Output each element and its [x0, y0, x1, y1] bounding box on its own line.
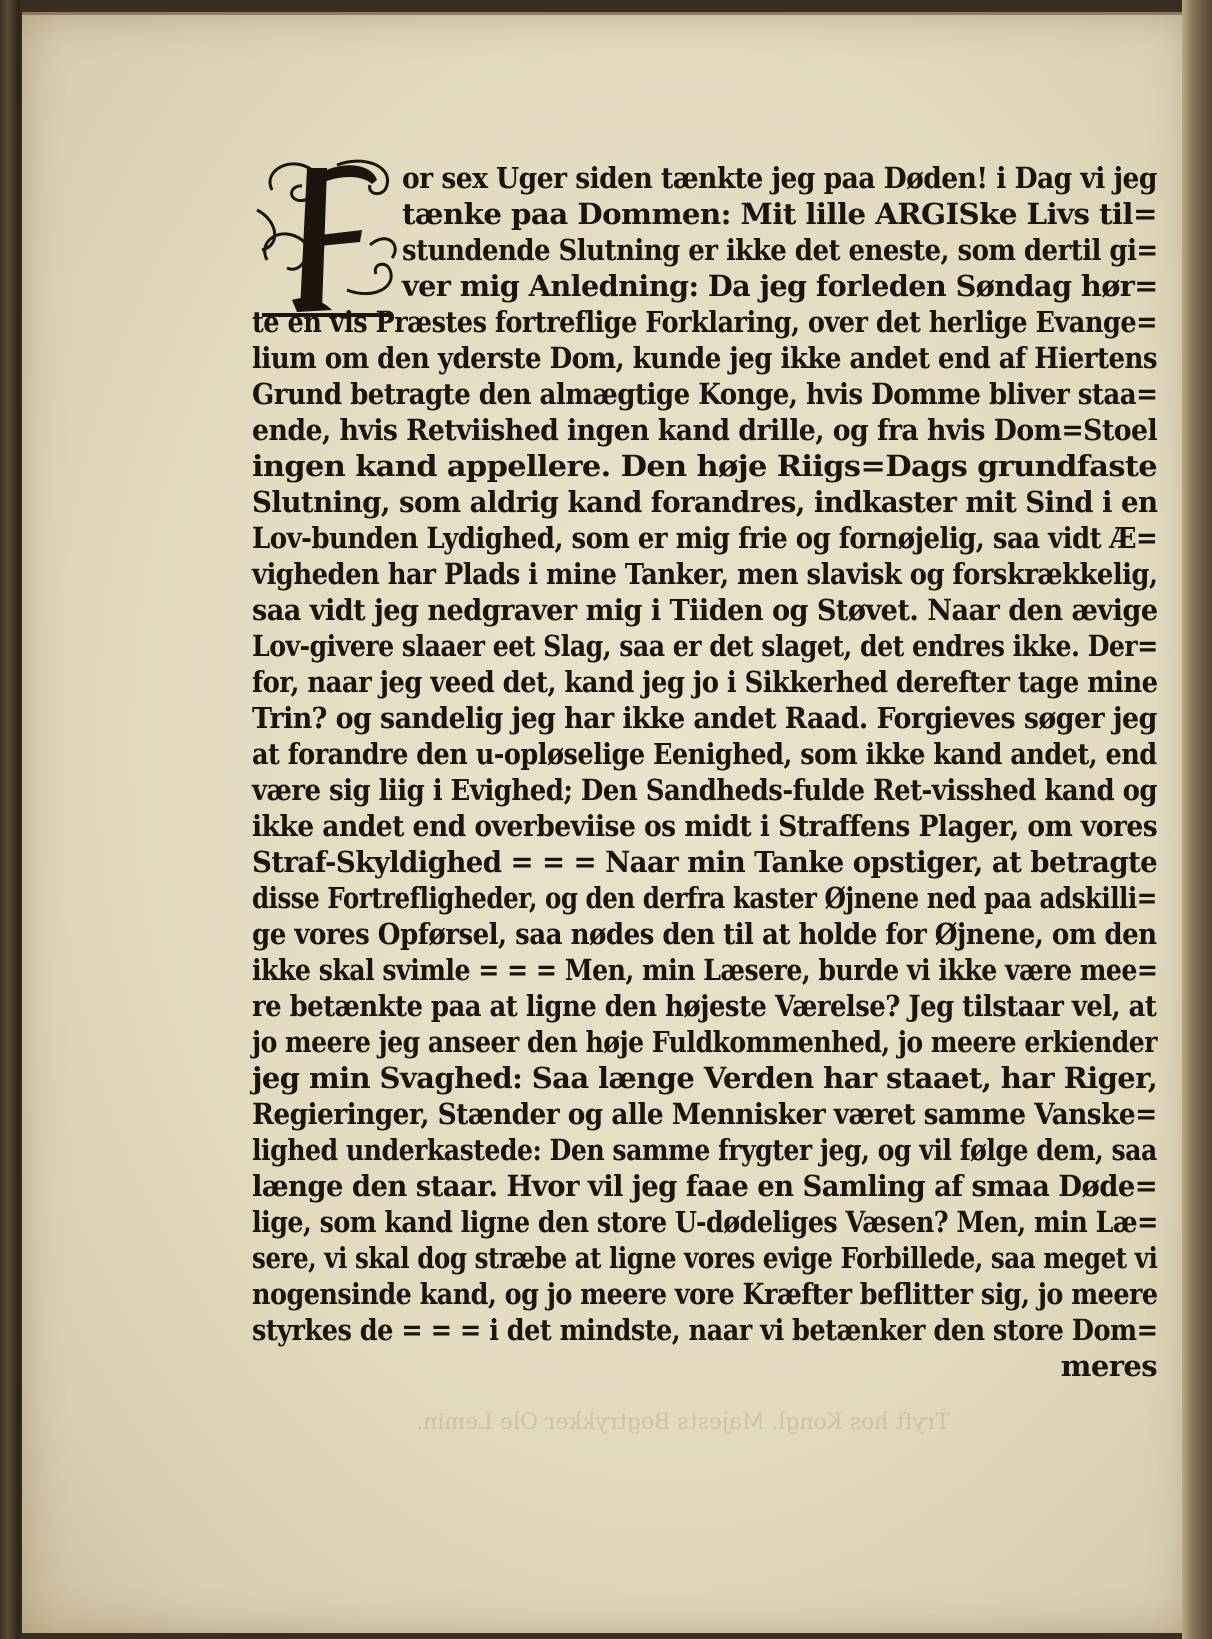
- ornamental-initial-icon: [252, 150, 402, 325]
- text-line-25: jo meere jeg anseer den høje Fuldkommenhed, jo meere erkiender: [252, 1025, 1158, 1059]
- text-line-9: ingen kand appellere. Den høje Riigs=Dags grundfaste: [252, 449, 1157, 483]
- text-line-2: tænke paa Dommen: Mit lille ARGISke Livs til=: [402, 197, 1157, 231]
- text-line-16: Trin? og sandelig jeg har ikke andet Raad. Forgieves søger jeg: [252, 701, 1157, 735]
- catchword: meres: [1060, 1349, 1157, 1383]
- text-line-11: Lov-bunden Lydighed, som er mig frie og fornøjelig, saa vidt Æ=: [252, 521, 1158, 555]
- text-line-18: være sig liig i Evighed; Den Sandheds-fulde Ret-visshed kand og: [252, 773, 1158, 807]
- text-line-6: lium om den yderste Dom, kunde jeg ikke andet end af Hiertens: [252, 341, 1158, 375]
- text-line-23: ikke skal svimle = = = Men, min Læsere, burde vi ikke være mee=: [252, 953, 1158, 987]
- text-line-20: Straf-Skyldighed = = = Naar min Tanke opstiger, at betragte: [252, 845, 1158, 879]
- text-line-1: or sex Uger siden tænkte jeg paa Døden! i Dag vi jeg: [402, 161, 1157, 195]
- text-line-28: lighed underkastede: Den samme frygter jeg, og vil følge dem, saa: [252, 1133, 1157, 1167]
- text-block: [252, 150, 1157, 1450]
- text-line-8: ende, hvis Retviished ingen kand drille, og fra hvis Dom=Stoel: [252, 413, 1158, 447]
- drop-cap-initial: [252, 150, 402, 325]
- text-line-33: styrkes de = = = i det mindste, naar vi betænker den store Dom=: [252, 1313, 1158, 1347]
- text-line-27: Regieringer, Stænder og alle Mennisker været samme Vanske=: [252, 1097, 1157, 1131]
- text-line-24: re betænkte paa at ligne den højeste Værelse? Jeg tilstaar vel, at: [252, 989, 1157, 1023]
- text-line-14: Lov-givere slaaer eet Slag, saa er det slaget, det endres ikke. Der=: [252, 629, 1158, 663]
- bleed-through-text: Tryft hos Kongl. Majests Bogtrykker Ole Lemin.: [416, 1410, 950, 1435]
- text-line-26: jeg min Svaghed: Saa længe Verden har staaet, har Riger,: [252, 1061, 1158, 1095]
- text-line-29: længe den staar. Hvor vil jeg faae en Samling af smaa Døde=: [252, 1169, 1158, 1203]
- text-line-12: vigheden har Plads i mine Tanker, men slavisk og forskrækkelig,: [252, 557, 1158, 591]
- page-edge: [1182, 0, 1212, 1639]
- text-line-7: Grund betragte den almægtige Konge, hvis Domme bliver staa=: [252, 377, 1158, 411]
- text-line-31: sere, vi skal dog stræbe at ligne vores evige Forbillede, saa meget vi: [252, 1241, 1158, 1275]
- text-line-13: saa vidt jeg nedgraver mig i Tiiden og Støvet. Naar den ævige: [252, 593, 1158, 627]
- text-line-19: ikke andet end overbeviise os midt i Straffens Plager, om vores: [252, 809, 1158, 843]
- text-line-17: at forandre den u-opløselige Eenighed, som ikke kand andet, end: [252, 737, 1157, 771]
- text-line-22: ge vores Opførsel, saa nødes den til at holde for Øjnene, om den: [252, 917, 1157, 951]
- text-line-5: te en vis Præstes fortreflige Forklaring, over det herlige Evange=: [252, 305, 1158, 339]
- text-line-15: for, naar jeg veed det, kand jeg jo i Sikkerhed derefter tage mine: [252, 665, 1158, 699]
- text-line-30: lige, som kand ligne den store U-dødeliges Væsen? Men, min Læ=: [252, 1205, 1158, 1239]
- text-line-32: nogensinde kand, og jo meere vore Kræfter beflitter sig, jo meere: [252, 1277, 1158, 1311]
- text-line-21: disse Fortrefligheder, og den derfra kaster Øjnene ned paa adskilli=: [252, 881, 1157, 915]
- text-line-3: stundende Slutning er ikke det eneste, som dertil gi=: [402, 233, 1158, 267]
- text-line-10: Slutning, som aldrig kand forandres, indkaster mit Sind i en: [252, 485, 1158, 519]
- text-line-4: ver mig Anledning: Da jeg forleden Søndag hør=: [402, 269, 1158, 303]
